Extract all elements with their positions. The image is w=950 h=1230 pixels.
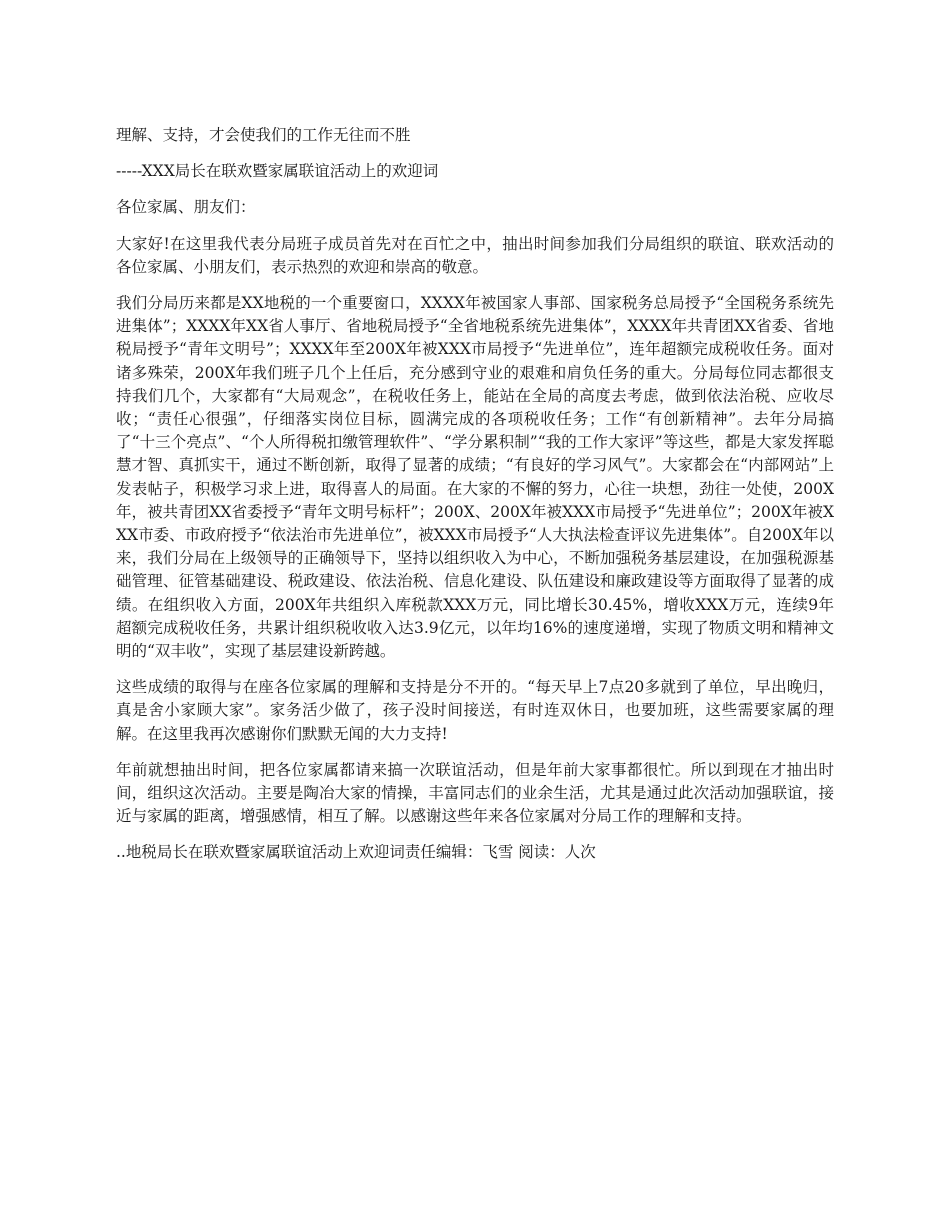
footer-line: ..地税局长在联欢暨家属联谊活动上欢迎词责任编辑：飞雪 阅读：人次 [116,843,596,862]
salutation: 各位家属、朋友们： [116,198,256,217]
document-subtitle: -----XXX局长在联欢暨家属联谊活动上的欢迎词 [116,162,439,181]
paragraph-achievements: 我们分局历来都是XX地税的一个重要窗口，XXXX年被国家人事部、国家税务总局授予“全国税务系统先进集体”；XXXX年XX省人事厅、省地税局授予“全省地税系统先进集体”，XXXX年共青团XX省委、省地税局授予“青年文明号”；XXXX年至200X年被XXX市局授予“先进单位”，连年超额完成税收任务。面对诸多殊荣，200X年我们班子几个上任后，充分感到守业的艰难和肩负任务的重大。分局每位同志都很支持我们几个，大家都有“大局观念”，在税收任务上，能站在全局的高度去考虑，做到依法治税、应收尽收；“责任心很强”，仔细落实岗位目标，圆满完成的各项税收任务；工作“有创新精神”。去年分局搞了“十三个亮点”、“个人所得税扣缴管理软件”、“学分累积制”“我的工作大家评”等这些，都是大家发挥聪慧才智、真抓实干，通过不断创新，取得了显著的成绩；“有良好的学习风气”。大家都会在“内部网站”上发表帖子，积极学习求上进，取得喜人的局面。在大家的不懈的努力，心往一块想，劲往一处使，200X年，被共青团XX省委授予“青年文明号标杆”；200X、200X年被XXX市局授予“先进单位”；200X年被XXX市委、市政府授予“依法治市先进单位”，被XXX市局授予“人大执法检查评议先进集体”。自200X年以来，我们分局在上级领导的正确领导下，坚持以组织收入为中心，不断加强税务基层建设，在加强税源基础管理、征管基础建设、税政建设、依法治税、信息化建设、队伍建设和廉政建设等方面取得了显著的成绩。在组织收入方面，200X年共组织入库税款XXX万元，同比增长30.45%，增收XXX万元，连续9年超额完成税收任务，共累计组织税收收入达3.9亿元，以年均16%的速度递增，实现了物质文明和精神文明的“双丰收”，实现了基层建设新跨越。 [116,294,834,661]
paragraph-greeting: 大家好!在这里我代表分局班子成员首先对在百忙之中，抽出时间参加我们分局组织的联谊、联欢活动的各位家属、小朋友们，表示热烈的欢迎和崇高的敬意。 [116,234,834,276]
document-title: 理解、支持，才会使我们的工作无往而不胜 [116,126,411,144]
document-body [116,124,834,878]
paragraph-activity: 年前就想抽出时间，把各位家属都请来搞一次联谊活动，但是年前大家事都很忙。所以到现在才抽出时间，组织这次活动。主要是陶冶大家的情操，丰富同志们的业余生活，尤其是通过此次活动加强联谊，接近与家属的距离，增强感情，相互了解。以感谢这些年来各位家属对分局工作的理解和支持。 [116,760,834,826]
paragraph-thanks: 这些成绩的取得与在座各位家属的理解和支持是分不开的。“每天早上7点20多就到了单位，早出晚归，真是舍小家顾大家”。家务活少做了，孩子没时间接送，有时连双休日，也要加班，这些需要家属的理解。在这里我再次感谢你们默默无闻的大力支持! [116,678,834,743]
